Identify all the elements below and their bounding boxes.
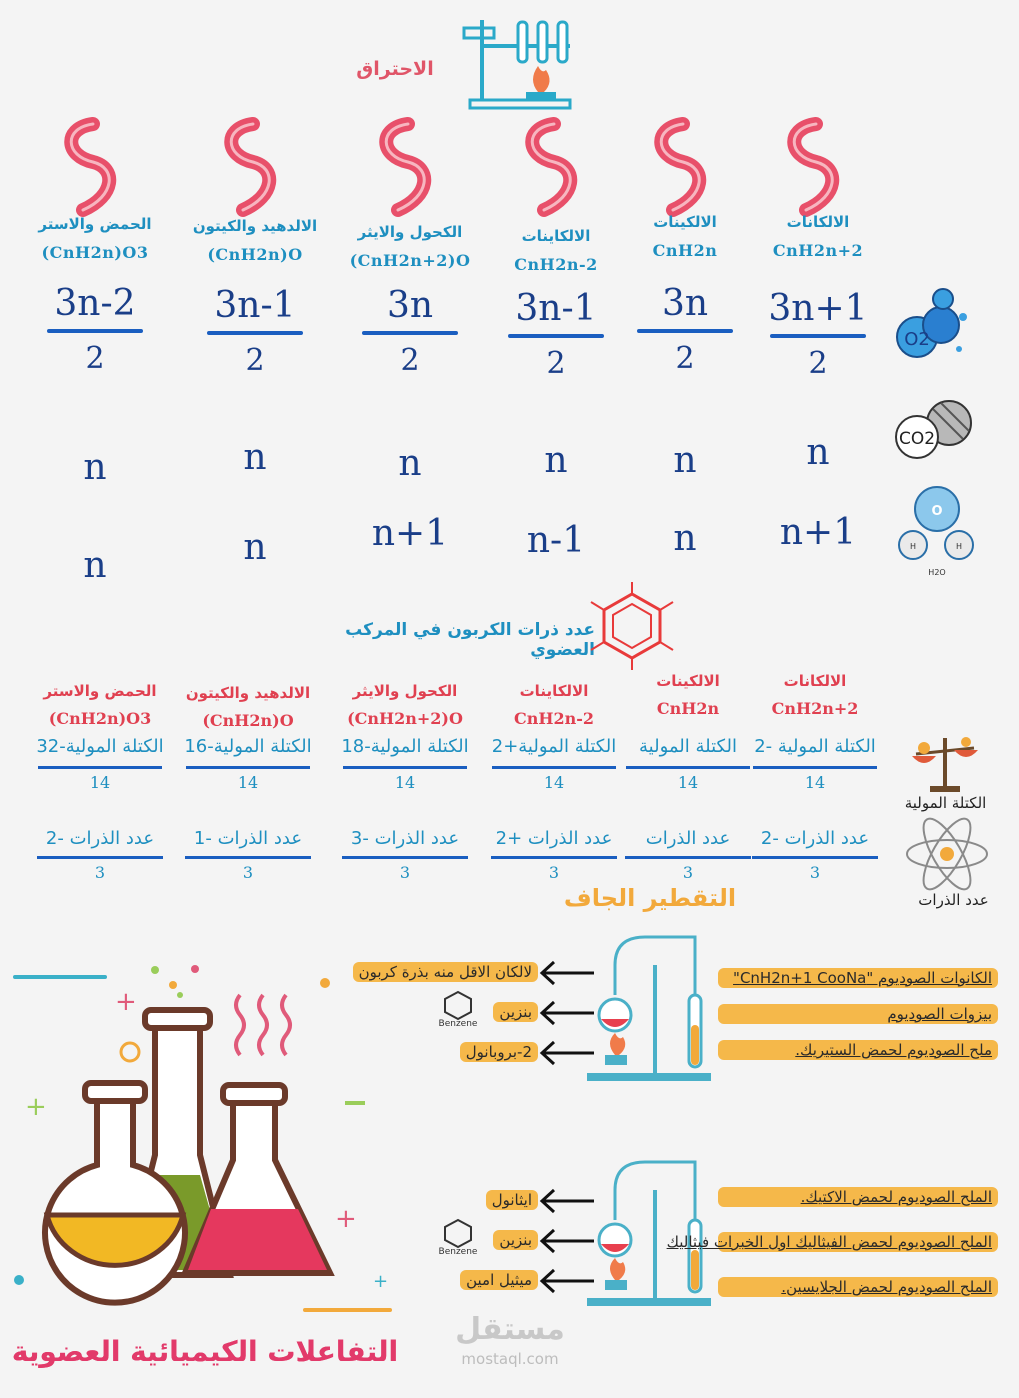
atoms-count-expression: عدد الذرات -2 (45, 828, 155, 849)
combustion-column-formula: CnH2n-2 (514, 255, 598, 274)
distillation-apparatus-icon-1 (585, 935, 715, 1085)
o2-coefficient-numerator: 3n-2 (54, 283, 136, 324)
atoms-count-divisor: 3 (682, 863, 694, 882)
atoms-count-bar (37, 856, 163, 859)
h2o-coefficient: n+1 (779, 512, 857, 553)
reaction-arrow-icon (538, 1228, 596, 1254)
o2-fraction-bar (207, 331, 303, 335)
steam-icon (53, 118, 133, 218)
product-label: بنزين (493, 1002, 538, 1022)
o2-fraction-bar (47, 329, 143, 333)
combustion-column-name: الحمض والاستر (38, 215, 152, 233)
h2o-coefficient: n (673, 518, 697, 559)
co2-coefficient: n (806, 432, 830, 473)
combustion-column-name: الكحول والايثر (357, 223, 463, 241)
molar-mass-bar (38, 766, 162, 769)
combustion-column-name: الالدهيد والكيتون (192, 217, 318, 235)
h2o-coefficient: n (83, 545, 107, 586)
molar-mass-divisor: 14 (89, 773, 111, 792)
o2-coefficient-denominator: 2 (675, 341, 695, 376)
combustion-column-formula: (CnH2n)O (207, 245, 303, 264)
molar-mass-divisor: 14 (394, 773, 416, 792)
atoms-count-divisor: 3 (809, 863, 821, 882)
carbon-column-name: الالكاينات (519, 682, 589, 700)
molar-mass-expression: الكتلة المولية-32 (36, 736, 164, 757)
benzene-icon (442, 990, 474, 1020)
combustion-column-formula: (CnH2n+2)O (349, 251, 471, 270)
carbon-column-formula: (CnH2n)O (202, 711, 294, 730)
reactant-label: الملح الصوديوم لحمض الفيثاليك اول الخبرات فيثاليك (718, 1232, 998, 1252)
carbon-column-name: الكحول والايثر (352, 682, 458, 700)
h2o-o-label: O (931, 504, 943, 519)
o2-coefficient-denominator: 2 (546, 346, 566, 381)
o2-fraction-bar (508, 334, 604, 338)
molar-mass-divisor: 14 (237, 773, 259, 792)
o2-coefficient-denominator: 2 (808, 346, 828, 381)
reactant-label: الملح الصوديوم لحمض الاكتيك. (718, 1187, 998, 1207)
o2-molecule-icon (893, 285, 973, 365)
svg-text:+: + (25, 1092, 47, 1122)
water-molecule-icon (895, 485, 979, 580)
molar-mass-expression: الكتلة المولية+2 (491, 736, 617, 757)
co2-coefficient: n (398, 443, 422, 484)
molar-mass-bar (753, 766, 877, 769)
reaction-arrow-icon (538, 1268, 596, 1294)
atoms-count-expression: عدد الذرات +2 (495, 828, 613, 849)
product-label: بنزين (493, 1230, 538, 1250)
co2-coefficient: n (243, 437, 267, 478)
carbon-column-formula: CnH2n-2 (513, 709, 595, 728)
carbon-column-formula: CnH2n (656, 699, 720, 718)
combustion-column-name: الالكاينات (521, 227, 591, 245)
carbon-column-name: الالدهيد والكيتون (185, 684, 311, 702)
combustion-column-formula: (CnH2n)O3 (41, 243, 149, 262)
molar-mass-expression: الكتلة المولية -2 (754, 736, 876, 757)
o2-fraction-bar (637, 329, 733, 333)
steam-icon (368, 118, 448, 218)
combustion-column-name: الالكانات (786, 213, 850, 231)
carbon-column-formula: CnH2n+2 (771, 699, 859, 718)
o2-coefficient-denominator: 2 (400, 343, 420, 378)
atoms-count-divisor: 3 (548, 863, 560, 882)
dry-distillation-title: التقطير الجاف (563, 884, 737, 912)
atoms-count-divisor: 3 (242, 863, 254, 882)
product-label: 2-بروبانول (460, 1042, 538, 1062)
steam-icon (213, 118, 293, 218)
molar-mass-bar (626, 766, 750, 769)
watermark-url: mostaql.com (461, 1350, 559, 1368)
molar-mass-bar (343, 766, 467, 769)
atoms-count-bar (752, 856, 878, 859)
h2o-coefficient: n (243, 527, 267, 568)
molar-mass-bar (492, 766, 616, 769)
h2o-h-label-left: H (909, 542, 917, 551)
benzene-ring-icon (585, 582, 680, 672)
carbon-count-title: عدد ذرات الكربون في المركب العضوي (345, 620, 595, 660)
o2-coefficient-denominator: 2 (85, 341, 105, 376)
atoms-count-bar (185, 856, 311, 859)
o2-fraction-bar (770, 334, 866, 338)
main-title: التفاعلات الكيميائية العضوية (11, 1335, 399, 1368)
svg-text:+: + (115, 987, 137, 1017)
carbon-column-name: الالكانات (783, 672, 847, 690)
h2o-label: H2O (928, 568, 946, 577)
molar-mass-bar (186, 766, 310, 769)
atoms-count-divisor: 3 (94, 863, 106, 882)
combustion-title: الاحتراق (356, 58, 434, 80)
product-label: ايثانول (486, 1190, 538, 1210)
atom-icon (905, 815, 990, 893)
co2-coefficient: n (673, 440, 697, 481)
benzene-icon (442, 1218, 474, 1248)
flasks-illustration (5, 955, 400, 1320)
carbon-column-name: الالكينات (656, 672, 720, 690)
h2o-h-label-right: H (955, 542, 963, 551)
atoms-count-expression: عدد الذرات (645, 828, 731, 849)
atoms-icon-label: عدد الذرات (918, 891, 989, 909)
o2-coefficient-numerator: 3n (386, 285, 434, 326)
scale-icon (910, 728, 980, 796)
svg-text:+: + (335, 1204, 357, 1234)
carbon-column-name: الحمض والاستر (43, 682, 157, 700)
molar-mass-divisor: 14 (543, 773, 565, 792)
reaction-arrow-icon (538, 1000, 596, 1026)
co2-coefficient: n (544, 440, 568, 481)
product-label: لالكان الاقل منه بذرة كربون (353, 962, 538, 982)
atoms-count-expression: عدد الذرات -3 (350, 828, 460, 849)
carbon-column-formula: (CnH2n+2)O (347, 709, 463, 728)
reactant-label: بيزوات الصوديوم (718, 1004, 998, 1024)
combustion-column-formula: CnH2n+2 (772, 241, 864, 260)
reaction-arrow-icon (538, 1188, 596, 1214)
benzene-label: Benzene (438, 1247, 478, 1257)
combustion-column-name: الالكينات (653, 213, 717, 231)
o2-coefficient-numerator: 3n-1 (515, 288, 597, 329)
o2-coefficient-numerator: 3n (661, 283, 709, 324)
molar-mass-divisor: 14 (677, 773, 699, 792)
steam-icon (643, 118, 723, 218)
o2-coefficient-numerator: 3n-1 (214, 285, 296, 326)
co2-coefficient: n (83, 447, 107, 488)
benzene-label: Benzene (438, 1019, 478, 1029)
o2-fraction-bar (362, 331, 458, 335)
molar-mass-divisor: 14 (804, 773, 826, 792)
atoms-count-bar (625, 856, 751, 859)
atoms-count-bar (342, 856, 468, 859)
reactant-label: الملح الصوديوم لحمض الجلايسين. (718, 1277, 998, 1297)
atoms-count-expression: عدد الذرات -2 (760, 828, 870, 849)
o2-label: O2 (904, 329, 930, 350)
molar-mass-expression: الكتلة المولية-18 (341, 736, 469, 757)
steam-icon (514, 118, 594, 218)
combustion-column-formula: CnH2n (652, 241, 718, 260)
molar-mass-expression: الكتلة المولية (639, 736, 737, 757)
watermark-logo: مستقل (455, 1312, 565, 1347)
lab-stand-icon (460, 12, 575, 112)
steam-icon (776, 118, 856, 218)
o2-coefficient-denominator: 2 (245, 343, 265, 378)
h2o-coefficient: n-1 (526, 520, 586, 561)
reactant-label: ملح الصوديوم لحمض الستيريك. (718, 1040, 998, 1060)
o2-coefficient-numerator: 3n+1 (768, 288, 868, 329)
molar-mass-icon-label: الكتلة المولية (904, 794, 987, 812)
co2-molecule-icon (893, 395, 977, 465)
atoms-count-bar (491, 856, 617, 859)
carbon-column-formula: (CnH2n)O3 (48, 709, 152, 728)
atoms-count-expression: عدد الذرات -1 (193, 828, 303, 849)
reactant-label: الكانوات الصوديوم "CnH2n+1 CooNa" (718, 968, 998, 988)
atoms-count-divisor: 3 (399, 863, 411, 882)
reaction-arrow-icon (538, 960, 596, 986)
reaction-arrow-icon (538, 1040, 596, 1066)
product-label: ميثيل امين (460, 1270, 538, 1290)
h2o-coefficient: n+1 (371, 513, 449, 554)
molar-mass-expression: الكتلة المولية-16 (184, 736, 312, 757)
co2-label: CO2 (898, 429, 936, 449)
svg-text:+: + (373, 1271, 389, 1292)
